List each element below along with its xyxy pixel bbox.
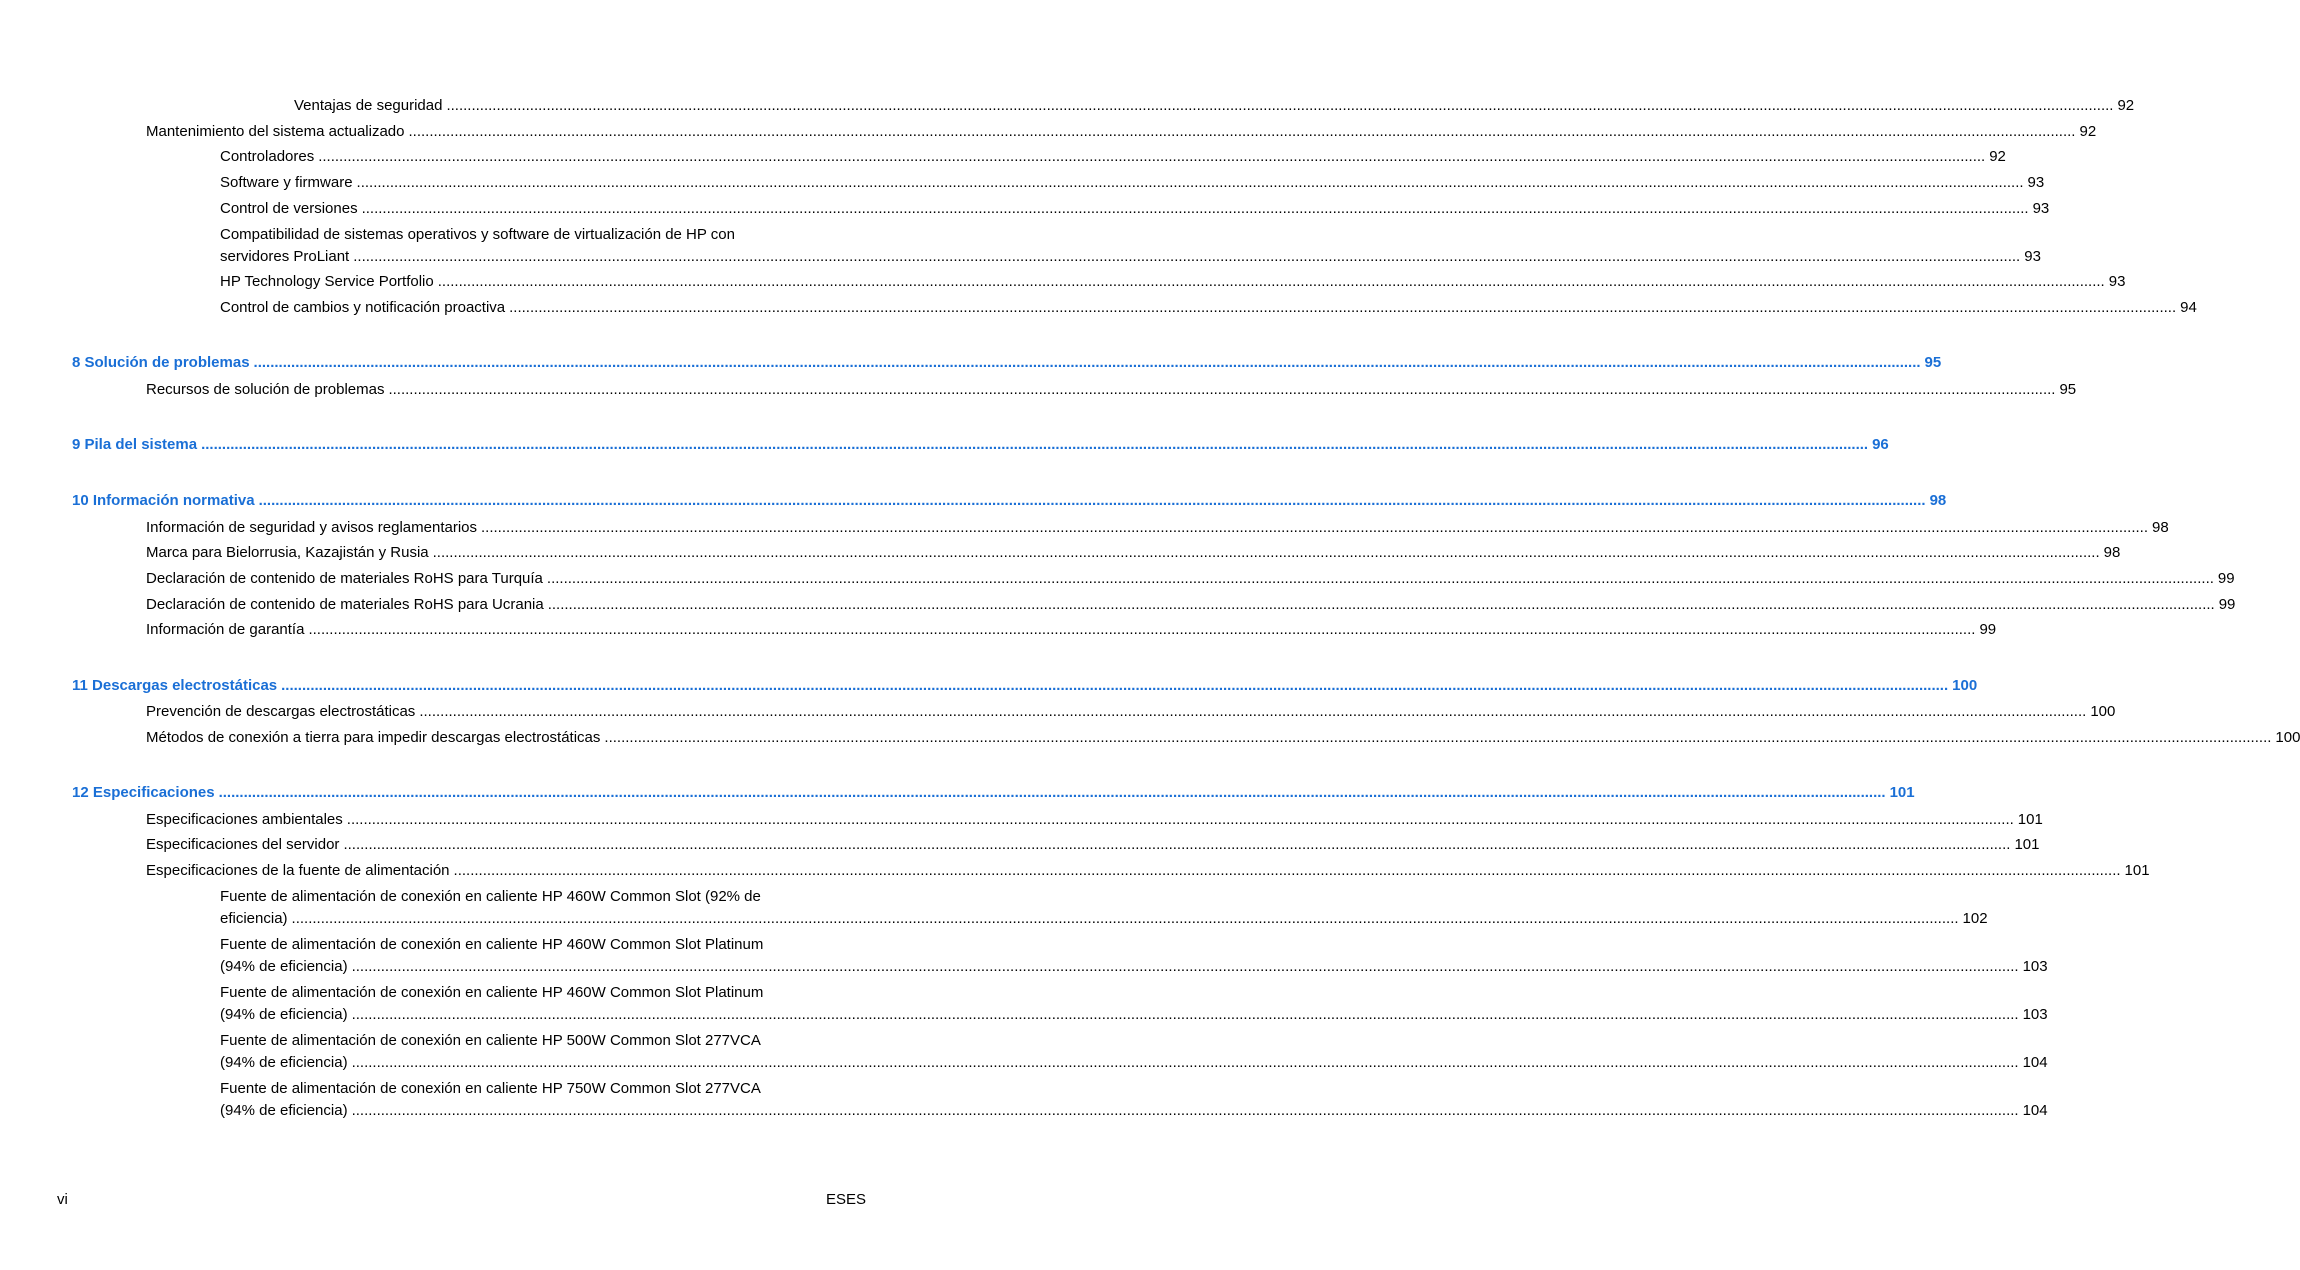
- toc-entry-page: 92: [1989, 148, 2006, 165]
- toc-entry[interactable]: [146, 519, 2169, 537]
- toc-entry-page: 96: [1872, 436, 1889, 453]
- toc-entry[interactable]: [146, 381, 2077, 399]
- toc-entry[interactable]: [146, 811, 2043, 829]
- dot-leader: ................................................................................................................................................................................................................................................................................................................................................................................................................: [546, 570, 2214, 587]
- toc-entry-title: Recursos de solución de problemas: [146, 381, 385, 398]
- toc-entry-page: 101: [1889, 784, 1915, 801]
- dot-leader: ................................................................................................................................................................................................................................................................................................................................................................................................................: [291, 910, 1959, 927]
- toc-entry-title-line: Fuente de alimentación de conexión en caliente HP 750W Common Slot 277VCA: [220, 1080, 761, 1097]
- toc-entry-title: Información de seguridad y avisos reglamentarios: [146, 519, 478, 536]
- dot-leader: ................................................................................................................................................................................................................................................................................................................................................................................................................: [446, 97, 2114, 114]
- toc-entry-page: 98: [2103, 544, 2121, 561]
- toc-entry-title: Métodos de conexión a tierra para impedir descargas electrostáticas: [146, 729, 601, 746]
- toc-chapter-entry[interactable]: [72, 436, 1889, 454]
- dot-leader: ................................................................................................................................................................................................................................................................................................................................................................................................................: [351, 958, 2019, 975]
- toc-entry-title: Especificaciones ambientales: [146, 811, 343, 828]
- toc-entry-title: Declaración de contenido de materiales RoHS para Turquía: [146, 570, 543, 587]
- dot-leader: ................................................................................................................................................................................................................................................................................................................................................................................................................: [351, 1054, 2019, 1071]
- toc-entry-page: 99: [2218, 596, 2236, 613]
- toc-entry-title: Control de versiones: [220, 200, 358, 217]
- toc-entry-title: Declaración de contenido de materiales RoHS para Ucrania: [146, 596, 544, 613]
- toc-entry[interactable]: [220, 299, 2197, 317]
- toc-entry-title-line: Compatibilidad de sistemas operativos y software de virtualización de HP con: [220, 226, 735, 243]
- toc-entry-title: Especificaciones de la fuente de alimentación: [146, 862, 450, 879]
- toc-entry-page: 102: [1962, 910, 1988, 927]
- toc-entry-page: 99: [2217, 570, 2235, 587]
- toc-entry-title: Ventajas de seguridad: [294, 97, 443, 114]
- dot-leader: ................................................................................................................................................................................................................................................................................................................................................................................................................: [361, 200, 2029, 217]
- dot-leader: ................................................................................................................................................................................................................................................................................................................................................................................................................: [437, 273, 2105, 290]
- dot-leader: ................................................................................................................................................................................................................................................................................................................................................................................................................: [408, 123, 2076, 140]
- toc-entry-title: (94% de eficiencia): [220, 1054, 348, 1071]
- toc-entry-title-line: Fuente de alimentación de conexión en caliente HP 460W Common Slot (92% de: [220, 888, 761, 905]
- toc-entry-title: Especificaciones del servidor: [146, 836, 340, 853]
- dot-leader: ................................................................................................................................................................................................................................................................................................................................................................................................................: [351, 1006, 2019, 1023]
- toc-entry-title: Marca para Bielorrusia, Kazajistán y Rusia: [146, 544, 429, 561]
- toc-entry-title: Mantenimiento del sistema actualizado: [146, 123, 405, 140]
- dot-leader: ................................................................................................................................................................................................................................................................................................................................................................................................................: [218, 784, 1886, 801]
- toc-entry-page: 104: [2022, 1102, 2048, 1119]
- toc-entry-page: 93: [2024, 248, 2041, 265]
- toc-entry-page: 94: [2180, 299, 2197, 316]
- dot-leader: ................................................................................................................................................................................................................................................................................................................................................................................................................: [353, 248, 2021, 265]
- dot-leader: ................................................................................................................................................................................................................................................................................................................................................................................................................: [419, 703, 2087, 720]
- toc-chapter-entry[interactable]: [72, 784, 1915, 802]
- toc-entry-title: 8 Solución de problemas: [72, 354, 250, 371]
- toc-entry[interactable]: [220, 174, 2045, 192]
- dot-leader: ................................................................................................................................................................................................................................................................................................................................................................................................................: [453, 862, 2121, 879]
- dot-leader: ................................................................................................................................................................................................................................................................................................................................................................................................................: [346, 811, 2014, 828]
- toc-entry[interactable]: [220, 148, 2006, 166]
- dot-leader: ................................................................................................................................................................................................................................................................................................................................................................................................................: [604, 729, 2272, 746]
- toc-entry-page: 100: [2275, 729, 2300, 746]
- dot-leader: ................................................................................................................................................................................................................................................................................................................................................................................................................: [318, 148, 1986, 165]
- toc-entry[interactable]: [220, 273, 2126, 291]
- toc-entry-page: 100: [1952, 677, 1978, 694]
- toc-entry[interactable]: [220, 888, 1988, 928]
- toc-entry-title: 9 Pila del sistema: [72, 436, 198, 453]
- toc-entry[interactable]: [146, 729, 2300, 747]
- toc-entry[interactable]: [146, 570, 2235, 588]
- toc-entry-page: 104: [2022, 1054, 2048, 1071]
- dot-leader: ................................................................................................................................................................................................................................................................................................................................................................................................................: [547, 596, 2215, 613]
- toc-entry-title: Control de cambios y notificación proactiva: [220, 299, 506, 316]
- toc-entry[interactable]: [146, 703, 2116, 721]
- toc-entry[interactable]: [146, 596, 2236, 614]
- toc-entry-title: (94% de eficiencia): [220, 1006, 348, 1023]
- toc-entry[interactable]: [220, 226, 2041, 266]
- toc-entry-title: Prevención de descargas electrostáticas: [146, 703, 416, 720]
- toc-entry-title: HP Technology Service Portfolio: [220, 273, 434, 290]
- dot-leader: ................................................................................................................................................................................................................................................................................................................................................................................................................: [258, 492, 1926, 509]
- toc-entry[interactable]: [146, 862, 2150, 880]
- toc-entry-title: Información de garantía: [146, 621, 305, 638]
- toc-entry-page: 101: [2124, 862, 2150, 879]
- dot-leader: ................................................................................................................................................................................................................................................................................................................................................................................................................: [388, 381, 2056, 398]
- dot-leader: ................................................................................................................................................................................................................................................................................................................................................................................................................: [308, 621, 1976, 638]
- toc-entry-title: Controladores: [220, 148, 315, 165]
- dot-leader: ................................................................................................................................................................................................................................................................................................................................................................................................................: [343, 836, 2011, 853]
- toc-entry[interactable]: [146, 836, 2040, 854]
- toc-entry[interactable]: [220, 984, 2048, 1024]
- dot-leader: ................................................................................................................................................................................................................................................................................................................................................................................................................: [253, 354, 1921, 371]
- toc-entry[interactable]: [146, 621, 1997, 639]
- dot-leader: ................................................................................................................................................................................................................................................................................................................................................................................................................: [281, 677, 1949, 694]
- toc-entry[interactable]: [220, 1032, 2048, 1072]
- dot-leader: ................................................................................................................................................................................................................................................................................................................................................................................................................: [356, 174, 2024, 191]
- dot-leader: ................................................................................................................................................................................................................................................................................................................................................................................................................: [201, 436, 1869, 453]
- toc-entry-title: 12 Especificaciones: [72, 784, 215, 801]
- toc-entry-page: 100: [2090, 703, 2116, 720]
- locale-label: ESES: [825, 1191, 866, 1208]
- toc-entry[interactable]: [220, 1080, 2048, 1120]
- toc-entry-page: 98: [1929, 492, 1947, 509]
- toc-chapter-entry[interactable]: [72, 677, 1978, 695]
- toc-entry-title: eficiencia): [220, 910, 288, 927]
- toc-entry-page: 93: [2032, 200, 2050, 217]
- toc-entry-page: 95: [1924, 354, 1942, 371]
- toc-entry-page: 98: [2152, 519, 2169, 536]
- toc-entry-page: 103: [2022, 958, 2048, 975]
- toc-entry-title: (94% de eficiencia): [220, 958, 348, 975]
- toc-entry[interactable]: [146, 544, 2121, 562]
- dot-leader: ................................................................................................................................................................................................................................................................................................................................................................................................................: [481, 519, 2149, 536]
- dot-leader: ................................................................................................................................................................................................................................................................................................................................................................................................................: [509, 299, 2177, 316]
- toc-entry-page: 93: [2108, 273, 2126, 290]
- toc-entry-page: 101: [2014, 836, 2040, 853]
- toc-entry-title: servidores ProLiant: [220, 248, 350, 265]
- toc-entry-page: 95: [2059, 381, 2077, 398]
- toc-entry-title-line: Fuente de alimentación de conexión en caliente HP 460W Common Slot Platinum: [220, 936, 764, 953]
- toc-entry-page: 99: [1979, 621, 1997, 638]
- page-number: vi: [57, 1191, 68, 1208]
- toc-entry[interactable]: [294, 97, 2135, 115]
- toc-entry[interactable]: [146, 123, 2097, 141]
- toc-entry[interactable]: [220, 200, 2050, 218]
- toc-entry-page: 92: [2079, 123, 2097, 140]
- toc-chapter-entry[interactable]: [72, 354, 1942, 372]
- toc-chapter-entry[interactable]: [72, 492, 1947, 510]
- toc-entry[interactable]: [220, 936, 2048, 976]
- toc-entry-title: 11 Descargas electrostáticas: [72, 677, 278, 694]
- toc-entry-title-line: Fuente de alimentación de conexión en caliente HP 500W Common Slot 277VCA: [220, 1032, 761, 1049]
- toc-entry-page: 93: [2027, 174, 2045, 191]
- toc-entry-page: 92: [2117, 97, 2135, 114]
- dot-leader: ................................................................................................................................................................................................................................................................................................................................................................................................................: [351, 1102, 2019, 1119]
- toc-entry-title: Software y firmware: [220, 174, 353, 191]
- toc-entry-title-line: Fuente de alimentación de conexión en caliente HP 460W Common Slot Platinum: [220, 984, 764, 1001]
- toc-entry-page: 103: [2022, 1006, 2048, 1023]
- toc-entry-title: 10 Información normativa: [72, 492, 255, 509]
- toc-entry-page: 101: [2017, 811, 2043, 828]
- dot-leader: ................................................................................................................................................................................................................................................................................................................................................................................................................: [432, 544, 2100, 561]
- toc-entry-title: (94% de eficiencia): [220, 1102, 348, 1119]
